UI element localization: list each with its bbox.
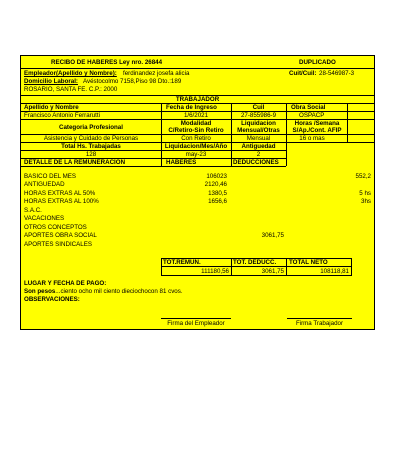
row-label: OTROS CONCEPTOS	[24, 224, 87, 231]
payslip-sheet	[20, 55, 375, 330]
row-label: S.A.C.	[24, 207, 42, 214]
divider	[161, 103, 162, 166]
row-earning: 1656,6	[208, 198, 227, 205]
row-label: HORAS EXTRAS AL 50%	[24, 190, 96, 197]
row-extra: 5 hs	[359, 190, 371, 197]
worker-cuil: 27-855986-9	[240, 112, 277, 119]
col-mode-header-2: C/Retiro-Sin Retiro	[168, 127, 224, 134]
col-detail-header: DETALLE DE LA REMUNERACION	[24, 159, 126, 166]
worker-period: may-23	[185, 151, 207, 158]
worker-start-date: 1/6/2021	[183, 112, 209, 119]
total-remun-label: TOT.REMUN.	[163, 259, 201, 266]
col-earnings-header: HABERES	[166, 159, 197, 166]
divider	[161, 266, 352, 267]
worker-section-title: TRABAJADOR	[175, 96, 220, 103]
divider	[286, 103, 287, 166]
row-extra: 3hs	[361, 198, 371, 205]
col-total-hours-header: Total Hs. Trabajadas	[61, 143, 121, 150]
signature-line	[161, 318, 231, 319]
employer-value: ferdinandez josefa alicia	[123, 70, 190, 77]
total-deduc-label: TOT. DEDUCC.	[233, 259, 277, 266]
divider	[347, 103, 348, 142]
row-earning: 106023	[206, 173, 227, 180]
col-seniority-header: Antiguedad	[241, 143, 276, 150]
worker-signature-label: Firma Trabajador	[295, 320, 344, 327]
address-value: Avéstocolmo 7158,Piso 98 Dto.:189	[83, 78, 182, 85]
divider	[21, 68, 374, 69]
col-deductions-header: DEDUCCIONES	[233, 159, 279, 166]
col-name-header: Apellido y Nombre	[24, 104, 79, 111]
col-period-header: Liquidacion/Mes/Año	[164, 143, 228, 150]
col-category-header: Categoria Profesional	[59, 124, 123, 131]
col-start-header: Fecha de Ingreso	[166, 104, 217, 111]
total-net-label: TOTAL NETO	[289, 259, 328, 266]
observations-label: OBSERVACIONES:	[24, 296, 80, 303]
worker-name: Francisco Antonio Ferrarutti	[24, 112, 100, 119]
row-extra: 552,2	[355, 173, 371, 180]
row-label: APORTES OBRA SOCIAL	[24, 232, 97, 239]
col-hours-header-1: Horas /Semana	[294, 120, 340, 127]
col-cuil-header: Cuil	[252, 104, 265, 111]
row-label: BASICO DEL MES	[24, 173, 77, 180]
cuit-label: Cuit/Cuil:	[289, 70, 317, 77]
worker-category: Asistencia y Cuidado de Personas	[43, 135, 139, 142]
receipt-title: RECIBO DE HABERES Ley nro. 26844	[51, 59, 163, 66]
divider	[351, 258, 352, 275]
signature-line	[287, 318, 352, 319]
son-label: Son pesos	[24, 288, 56, 295]
worker-liquidation: Mensual	[246, 135, 271, 142]
row-earning: 2120,46	[204, 181, 227, 188]
address-label: Domicilio Laboral:	[24, 78, 78, 85]
row-deduction: 3061,75	[261, 232, 284, 239]
col-liq-header-1: Liquidacion	[241, 120, 276, 127]
worker-mode: Con Retiro	[181, 135, 211, 142]
col-hours-header-2: S/Ap./Cont. AFIP	[292, 127, 342, 134]
divider	[161, 275, 352, 276]
total-remun-value: 111180,56	[201, 268, 229, 275]
employer-signature-label: Firma del Empleador	[167, 320, 225, 327]
city-value: ROSARIO, SANTA FE. C.P.: 2000	[24, 86, 118, 93]
divider	[231, 258, 232, 275]
divider	[286, 258, 287, 275]
worker-seniority: 2	[256, 151, 261, 158]
col-liq-header-2: Mensual/Otras	[237, 127, 280, 134]
copy-label: DUPLICADO	[299, 59, 336, 66]
cuit-value: 28-546987-3	[319, 70, 355, 77]
col-social-header: Obra Social	[291, 104, 326, 111]
col-mode-header-1: Modalidad	[180, 120, 212, 127]
worker-hours: 16 o mas	[299, 135, 325, 142]
place-date-label: LUGAR Y FECHA DE PAGO:	[24, 280, 107, 287]
total-net-value: 108118,81	[320, 268, 349, 275]
worker-total-hours: 128	[85, 151, 97, 158]
row-label: VACACIONES	[24, 215, 65, 222]
row-earning: 1380,5	[208, 190, 227, 197]
divider	[161, 258, 162, 275]
divider	[21, 166, 286, 167]
row-label: APORTES SINDICALES	[24, 241, 92, 248]
son-value: ...ciento ocho mil ciento dieciochocon 81 cvos.	[55, 288, 183, 295]
son-pesos-line	[24, 288, 183, 295]
divider	[231, 103, 232, 166]
row-label: HORAS EXTRAS AL 100%	[24, 198, 99, 205]
employer-label: Empleador(Apellido y Nombre):	[24, 70, 117, 77]
total-deduc-value: 3061,75	[261, 268, 284, 275]
row-label: ANTIGUEDAD	[24, 181, 65, 188]
worker-social: OSPACP	[299, 112, 325, 119]
